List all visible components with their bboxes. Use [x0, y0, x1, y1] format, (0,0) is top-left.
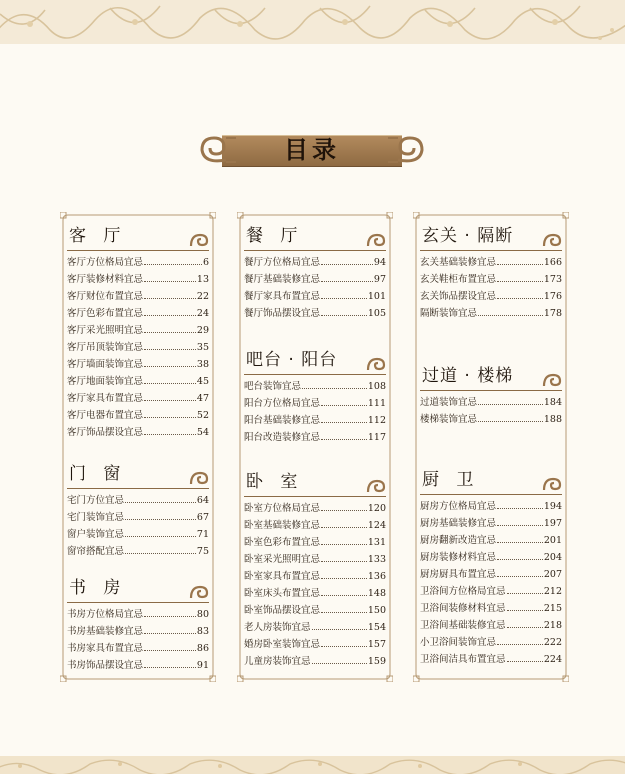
toc-entry[interactable] — [67, 640, 209, 657]
entry-title: 客厅采光照明宜忌 — [67, 325, 144, 336]
title-banner — [196, 130, 428, 170]
dot-leader — [144, 332, 196, 333]
entry-page: 97 — [373, 274, 386, 285]
entry-title: 客厅电器布置宜忌 — [67, 410, 144, 421]
dot-leader — [144, 264, 202, 265]
dot-leader — [321, 439, 367, 440]
swirl-ornament-icon — [366, 231, 386, 249]
dot-leader — [321, 561, 367, 562]
toc-entry[interactable] — [420, 532, 562, 549]
toc-entry[interactable] — [67, 339, 209, 356]
toc-entry[interactable] — [67, 373, 209, 390]
section-header — [420, 360, 562, 391]
entry-page: 218 — [543, 620, 562, 631]
entry-page: 80 — [196, 609, 209, 620]
section-header — [244, 220, 386, 251]
toc-entry[interactable] — [244, 653, 386, 670]
toc-entry[interactable] — [67, 288, 209, 305]
toc-entry[interactable] — [244, 551, 386, 568]
dot-leader — [507, 661, 543, 662]
section-title: 餐 厅 — [246, 226, 304, 246]
entry-title: 厨房装修材料宜忌 — [420, 552, 497, 563]
entry-list — [420, 391, 562, 428]
toc-entry[interactable] — [244, 288, 386, 305]
entry-title: 卫浴间洁具布置宜忌 — [420, 654, 506, 665]
entry-page: 148 — [367, 588, 386, 599]
entry-page: 24 — [196, 308, 209, 319]
entry-title: 餐厅家具布置宜忌 — [244, 291, 321, 302]
entry-title: 餐厅方位格局宜忌 — [244, 257, 321, 268]
entry-title: 儿童房装饰宜忌 — [244, 656, 311, 667]
entry-title: 卧室床头布置宜忌 — [244, 588, 321, 599]
entry-title: 书房基础装修宜忌 — [67, 626, 144, 637]
entry-page: 91 — [196, 660, 209, 671]
toc-entry[interactable] — [420, 394, 562, 411]
toc-entry[interactable] — [244, 619, 386, 636]
dot-leader — [144, 650, 196, 651]
dot-leader — [497, 525, 543, 526]
entry-page: 13 — [196, 274, 209, 285]
dot-leader — [321, 527, 367, 528]
cloud-pattern-icon — [0, 0, 625, 48]
entry-page: 6 — [202, 257, 209, 268]
toc-entry[interactable] — [244, 636, 386, 653]
entry-page: 178 — [543, 308, 562, 319]
toc-entry[interactable] — [420, 305, 562, 322]
entry-page: 188 — [543, 414, 562, 425]
entry-page: 154 — [367, 622, 386, 633]
entry-title: 卧室采光照明宜忌 — [244, 554, 321, 565]
toc-entry[interactable] — [420, 600, 562, 617]
entry-page: 71 — [196, 529, 209, 540]
bottom-ornament-band — [0, 752, 625, 774]
swirl-ornament-icon — [542, 371, 562, 389]
entry-page: 131 — [367, 537, 386, 548]
entry-title: 阳台方位格局宜忌 — [244, 398, 321, 409]
dot-leader — [507, 593, 543, 594]
entry-page: 224 — [543, 654, 562, 665]
entry-title: 宅门方位宜忌 — [67, 495, 125, 506]
cloud-pattern-icon — [0, 752, 625, 774]
toc-entry[interactable] — [244, 517, 386, 534]
entry-title: 卫浴间方位格局宜忌 — [420, 586, 506, 597]
dot-leader — [507, 610, 543, 611]
section-header — [420, 464, 562, 495]
entry-page: 212 — [543, 586, 562, 597]
toc-entry[interactable] — [420, 411, 562, 428]
entry-page: 207 — [543, 569, 562, 580]
entry-page: 184 — [543, 397, 562, 408]
entry-title: 卧室家具布置宜忌 — [244, 571, 321, 582]
entry-page: 222 — [543, 637, 562, 648]
dot-leader — [144, 667, 196, 668]
entry-page: 47 — [196, 393, 209, 404]
entry-page: 52 — [196, 410, 209, 421]
entry-title: 厨房基础装修宜忌 — [420, 518, 497, 529]
entry-page: 38 — [196, 359, 209, 370]
section-title: 厨 卫 — [422, 470, 480, 490]
section-title: 书 房 — [69, 578, 127, 598]
entry-page: 101 — [367, 291, 386, 302]
toc-entry[interactable] — [420, 634, 562, 651]
entry-title: 厨房翻新改造宜忌 — [420, 535, 497, 546]
entry-page: 215 — [543, 603, 562, 614]
section-living-room — [67, 220, 209, 441]
dot-leader — [321, 422, 367, 423]
toc-entry[interactable] — [420, 549, 562, 566]
entry-page: 105 — [367, 308, 386, 319]
dot-leader — [144, 383, 196, 384]
entry-page: 45 — [196, 376, 209, 387]
entry-page: 111 — [367, 398, 386, 409]
toc-entry[interactable] — [420, 498, 562, 515]
entry-title: 客厅墙面装饰宜忌 — [67, 359, 144, 370]
dot-leader — [125, 553, 196, 554]
entry-list — [244, 497, 386, 670]
entry-page: 166 — [543, 257, 562, 268]
entry-title: 卫浴间基础装修宜忌 — [420, 620, 506, 631]
toc-entry[interactable] — [67, 424, 209, 441]
toc-entry[interactable] — [67, 407, 209, 424]
section-header — [244, 344, 386, 375]
swirl-ornament-icon — [366, 477, 386, 495]
entry-title: 吧台装饰宜忌 — [244, 381, 302, 392]
dot-leader — [302, 388, 367, 389]
toc-column-1 — [60, 212, 216, 682]
swirl-ornament-icon — [189, 231, 209, 249]
entry-list — [420, 251, 562, 322]
dot-leader — [321, 298, 367, 299]
section-study — [67, 572, 209, 674]
dot-leader — [321, 612, 367, 613]
entry-page: 35 — [196, 342, 209, 353]
entry-page: 133 — [367, 554, 386, 565]
dot-leader — [144, 400, 196, 401]
dot-leader — [497, 559, 543, 560]
section-header — [67, 220, 209, 251]
entry-title: 厨房厨具布置宜忌 — [420, 569, 497, 580]
toc-entry[interactable] — [244, 378, 386, 395]
entry-title: 客厅色彩布置宜忌 — [67, 308, 144, 319]
cloud-right-icon — [388, 130, 428, 170]
dot-leader — [478, 421, 543, 422]
toc-entry[interactable] — [67, 526, 209, 543]
entry-page: 64 — [196, 495, 209, 506]
entry-title: 玄关鞋柜布置宜忌 — [420, 274, 497, 285]
entry-page: 94 — [373, 257, 386, 268]
toc-entry[interactable] — [244, 500, 386, 517]
entry-title: 客厅装修材料宜忌 — [67, 274, 144, 285]
entry-list — [420, 495, 562, 668]
section-corridor-stairs — [420, 360, 562, 428]
toc-entry[interactable] — [67, 254, 209, 271]
toc-entry[interactable] — [67, 322, 209, 339]
top-ornament-band — [0, 0, 625, 48]
dot-leader — [144, 315, 196, 316]
entry-title: 阳台改造装修宜忌 — [244, 432, 321, 443]
page-title: 目录 — [284, 136, 340, 164]
toc-column-2 — [237, 212, 393, 682]
entry-title: 阳台基础装修宜忌 — [244, 415, 321, 426]
toc-entry[interactable] — [67, 356, 209, 373]
dot-leader — [497, 542, 543, 543]
entry-title: 客厅饰品摆设宜忌 — [67, 427, 144, 438]
toc-entry[interactable] — [67, 623, 209, 640]
entry-page: 204 — [543, 552, 562, 563]
dot-leader — [125, 519, 196, 520]
dot-leader — [321, 646, 367, 647]
dot-leader — [312, 629, 367, 630]
entry-title: 客厅方位格局宜忌 — [67, 257, 144, 268]
swirl-ornament-icon — [542, 475, 562, 493]
entry-list — [67, 489, 209, 560]
entry-title: 餐厅基础装修宜忌 — [244, 274, 321, 285]
dot-leader — [497, 298, 543, 299]
swirl-ornament-icon — [542, 231, 562, 249]
entry-page: 29 — [196, 325, 209, 336]
toc-entry[interactable] — [244, 305, 386, 322]
swirl-ornament-icon — [189, 469, 209, 487]
toc-entry[interactable] — [244, 395, 386, 412]
entry-title: 客厅家具布置宜忌 — [67, 393, 144, 404]
entry-page: 150 — [367, 605, 386, 616]
entry-page: 124 — [367, 520, 386, 531]
toc-entry[interactable] — [420, 288, 562, 305]
entry-page: 173 — [543, 274, 562, 285]
toc-entry[interactable] — [244, 429, 386, 446]
entry-title: 卧室基础装修宜忌 — [244, 520, 321, 531]
entry-title: 楼梯装饰宜忌 — [420, 414, 478, 425]
dot-leader — [321, 281, 373, 282]
entry-list — [67, 603, 209, 674]
entry-page: 136 — [367, 571, 386, 582]
section-title: 玄关 · 隔断 — [422, 226, 514, 246]
entry-page: 201 — [543, 535, 562, 546]
dot-leader — [144, 616, 196, 617]
swirl-ornament-icon — [366, 355, 386, 373]
section-kitchen-bath — [420, 464, 562, 668]
toc-column-3 — [413, 212, 569, 682]
entry-title: 卧室饰品摆设宜忌 — [244, 605, 321, 616]
entry-title: 过道装饰宜忌 — [420, 397, 478, 408]
toc-entry[interactable] — [420, 254, 562, 271]
entry-title: 小卫浴间装饰宜忌 — [420, 637, 497, 648]
dot-leader — [125, 536, 196, 537]
toc-entry[interactable] — [244, 568, 386, 585]
dot-leader — [321, 595, 367, 596]
toc-entry[interactable] — [420, 566, 562, 583]
section-title: 吧台 · 阳台 — [246, 350, 338, 370]
dot-leader — [144, 298, 196, 299]
entry-title: 书房方位格局宜忌 — [67, 609, 144, 620]
section-title: 卧 室 — [246, 472, 304, 492]
toc-entry[interactable] — [244, 412, 386, 429]
section-entrance-partition — [420, 220, 562, 322]
toc-entry[interactable] — [420, 583, 562, 600]
entry-title: 隔断装饰宜忌 — [420, 308, 478, 319]
dot-leader — [321, 315, 367, 316]
dot-leader — [478, 315, 543, 316]
dot-leader — [321, 264, 373, 265]
entry-page: 67 — [196, 512, 209, 523]
dot-leader — [144, 349, 196, 350]
entry-title: 窗帘搭配宜忌 — [67, 546, 125, 557]
entry-title: 卧室色彩布置宜忌 — [244, 537, 321, 548]
toc-entry[interactable] — [420, 651, 562, 668]
toc-entry[interactable] — [244, 271, 386, 288]
entry-page: 108 — [367, 381, 386, 392]
entry-title: 厨房方位格局宜忌 — [420, 501, 497, 512]
entry-page: 54 — [196, 427, 209, 438]
entry-list — [67, 251, 209, 441]
entry-title: 宅门装饰宜忌 — [67, 512, 125, 523]
dot-leader — [321, 405, 367, 406]
entry-page: 120 — [367, 503, 386, 514]
entry-title: 书房饰品摆设宜忌 — [67, 660, 144, 671]
entry-title: 书房家具布置宜忌 — [67, 643, 144, 654]
entry-page: 22 — [196, 291, 209, 302]
section-bar-balcony — [244, 344, 386, 446]
section-title: 门 窗 — [69, 464, 127, 484]
section-bedroom — [244, 466, 386, 670]
entry-page: 75 — [196, 546, 209, 557]
toc-entry[interactable] — [67, 305, 209, 322]
dot-leader — [507, 627, 543, 628]
section-header — [67, 572, 209, 603]
toc-entry[interactable] — [244, 534, 386, 551]
entry-title: 卫浴间装修材料宜忌 — [420, 603, 506, 614]
toc-entry[interactable] — [67, 492, 209, 509]
entry-title: 客厅吊顶装饰宜忌 — [67, 342, 144, 353]
toc-entry[interactable] — [244, 254, 386, 271]
dot-leader — [321, 510, 367, 511]
dot-leader — [125, 502, 196, 503]
toc-entry[interactable] — [67, 271, 209, 288]
entry-title: 客厅地面装饰宜忌 — [67, 376, 144, 387]
dot-leader — [497, 281, 543, 282]
dot-leader — [144, 633, 196, 634]
toc-entry[interactable] — [420, 515, 562, 532]
toc-entry[interactable] — [67, 390, 209, 407]
entry-title: 餐厅饰品摆设宜忌 — [244, 308, 321, 319]
section-title: 过道 · 楼梯 — [422, 366, 514, 386]
entry-list — [244, 251, 386, 322]
entry-page: 117 — [367, 432, 386, 443]
dot-leader — [497, 576, 543, 577]
entry-page: 159 — [367, 656, 386, 667]
entry-page: 83 — [196, 626, 209, 637]
entry-list — [244, 375, 386, 446]
entry-title: 窗户装饰宜忌 — [67, 529, 125, 540]
entry-page: 176 — [543, 291, 562, 302]
entry-title: 客厅财位布置宜忌 — [67, 291, 144, 302]
dot-leader — [321, 578, 367, 579]
toc-entry[interactable] — [67, 606, 209, 623]
toc-entry[interactable] — [420, 617, 562, 634]
section-dining-room — [244, 220, 386, 322]
section-header — [67, 458, 209, 489]
toc-entry[interactable] — [244, 585, 386, 602]
entry-title: 玄关饰品摆设宜忌 — [420, 291, 497, 302]
swirl-ornament-icon — [189, 583, 209, 601]
entry-page: 157 — [367, 639, 386, 650]
entry-page: 197 — [543, 518, 562, 529]
toc-entry[interactable] — [420, 271, 562, 288]
dot-leader — [497, 644, 543, 645]
entry-title: 卧室方位格局宜忌 — [244, 503, 321, 514]
section-header — [244, 466, 386, 497]
toc-entry[interactable] — [67, 543, 209, 560]
toc-entry[interactable] — [67, 509, 209, 526]
dot-leader — [144, 281, 196, 282]
dot-leader — [312, 663, 367, 664]
section-header — [420, 220, 562, 251]
toc-entry[interactable] — [244, 602, 386, 619]
dot-leader — [321, 544, 367, 545]
dot-leader — [144, 434, 196, 435]
section-title: 客 厅 — [69, 226, 127, 246]
dot-leader — [144, 366, 196, 367]
entry-page: 194 — [543, 501, 562, 512]
section-doors-windows — [67, 458, 209, 560]
dot-leader — [497, 508, 543, 509]
dot-leader — [144, 417, 196, 418]
entry-page: 86 — [196, 643, 209, 654]
toc-entry[interactable] — [67, 657, 209, 674]
entry-title: 老人房装饰宜忌 — [244, 622, 311, 633]
dot-leader — [497, 264, 543, 265]
dot-leader — [478, 404, 543, 405]
entry-page: 112 — [367, 415, 386, 426]
entry-title: 玄关基础装修宜忌 — [420, 257, 497, 268]
entry-title: 婚房卧室装饰宜忌 — [244, 639, 321, 650]
